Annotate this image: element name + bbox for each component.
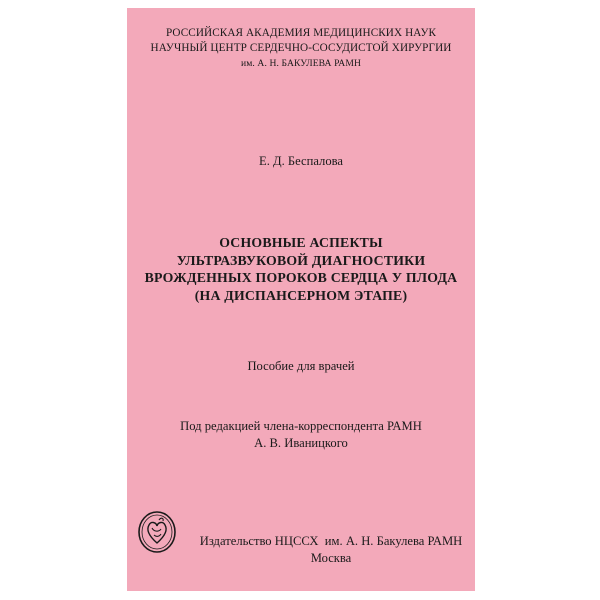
publisher-info [187, 533, 475, 567]
book-title [127, 234, 475, 304]
title-line-4: (НА ДИСПАНСЕРНОМ ЭТАПЕ) [194, 287, 408, 303]
publisher-city: Москва [310, 551, 352, 565]
editor-line-2: А. В. Иваницкого [254, 436, 348, 450]
editor-credit [127, 418, 475, 452]
author-name: Е. Д. Беспалова [259, 154, 343, 168]
title-line-3: ВРОЖДЕННЫХ ПОРОКОВ СЕРДЦА У ПЛОДА [144, 270, 458, 285]
book-cover [127, 8, 475, 591]
heart-seal-icon [137, 510, 177, 554]
organization-line-2: НАУЧНЫЙ ЦЕНТР СЕРДЕЧНО-СОСУДИСТОЙ ХИРУРГИИ [150, 42, 452, 54]
title-line-2: УЛЬТРАЗВУКОВОЙ ДИАГНОСТИКИ [176, 252, 426, 268]
organization-line-3: им. А. Н. БАКУЛЕВА РАМН [241, 58, 361, 69]
book-subtitle: Пособие для врачей [247, 359, 355, 373]
editor-line-1: Под редакцией члена-корреспондента РАМН [180, 419, 422, 433]
title-line-1: ОСНОВНЫЕ АСПЕКТЫ [219, 235, 383, 250]
organization-line-1: РОССИЙСКАЯ АКАДЕМИЯ МЕДИЦИНСКИХ НАУК [165, 27, 437, 39]
organization-header [127, 26, 475, 71]
publisher-line-1: Издательство НЦССХ им. А. Н. Бакулева РАМН [199, 534, 463, 548]
